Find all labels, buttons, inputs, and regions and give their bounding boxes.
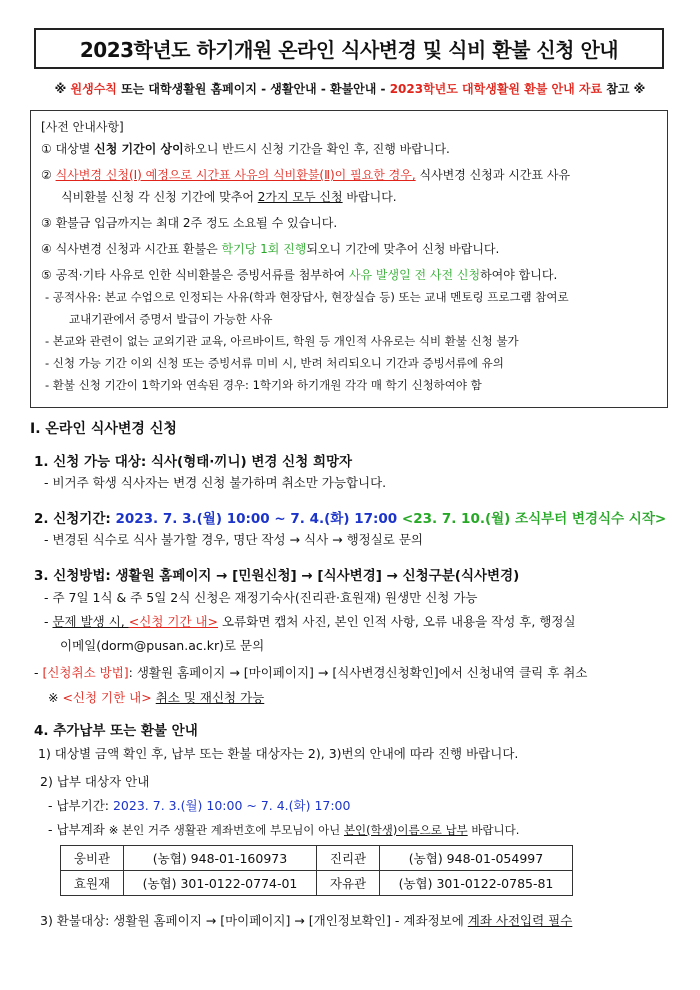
s4-p1: 1) 대상별 금액 확인 후, 납부 또는 환불 대상자는 2), 3)번의 안내에 따라 진행 바랍니다.	[38, 746, 519, 761]
ref-path: 또는 대학생활원 홈페이지 - 생활안내 - 환불안내 -	[116, 82, 390, 96]
ref-suffix: 참고 ※	[602, 82, 646, 96]
notice-bullet-1-cont: 교내기관에서 증명서 발급이 가능한 사유	[69, 312, 273, 326]
reference-note	[0, 80, 700, 97]
dorm-name: 진리관	[317, 846, 380, 871]
ref-prefix: ※	[54, 82, 71, 96]
section4-heading: 4. 추가납부 또는 환불 안내	[34, 723, 198, 739]
notice-bullet-1: - 공적사유: 본교 수업으로 인정되는 사유(학과 현장답사, 현장실습 등) 또는 교내 멘토링 프로그램 참여로	[45, 290, 569, 304]
s2-note: - 변경된 식수로 식사 불가할 경우, 명단 작성 → 식사 → 행정실로 문의	[44, 532, 423, 547]
s2-line: 2. 신청기간: 2023. 7. 3.(월) 10:00 ~ 7. 4.(화) 17:00 <23. 7. 10.(월) 조식부터 변경식수 시작>	[34, 511, 667, 527]
account-number: (농협) 301-0122-0774-01	[124, 871, 317, 896]
notice-item-4: ④ 식사변경 신청과 시간표 환불은 학기당 1회 진행되오니 기간에 맞추어 신청 바랍니다.	[41, 242, 500, 256]
s3-cancel-note: ※ <신청 기한 내> 취소 및 재신청 가능	[48, 690, 265, 705]
s4-account-note: - 납부계좌 ※ 본인 거주 생활관 계좌번호에 부모님이 아닌 본인(학생)이름으로 납부 바랍니다.	[48, 822, 520, 837]
notice-item-5: ⑤ 공적·기타 사유로 인한 식비환불은 증빙서류를 첨부하여 사유 발생일 전 사전 신청하여야 합니다.	[41, 268, 558, 282]
s1-title: 1. 신청 가능 대상: 식사(형태·끼니) 변경 신청 희망자	[34, 454, 353, 470]
notice-bullet-4: - 환불 신청 기간이 1학기와 연속된 경우: 1학기와 하기개원 각각 매 학기 신청하여야 함	[45, 378, 482, 392]
s4-p2: 2) 납부 대상자 안내	[40, 774, 150, 789]
s4-p3: 3) 환불대상: 생활원 홈페이지 → [마이페이지] → [개인정보확인] - 계좌정보에 계좌 사전입력 필수	[40, 913, 573, 928]
table-row	[61, 846, 573, 871]
dorm-name: 웅비관	[61, 846, 124, 871]
account-number: (농협) 948-01-160973	[124, 846, 317, 871]
s3-note1: - 주 7일 1식 & 주 5일 2식 신청은 재정기숙사(진리관·효원재) 원생만 신청 가능	[44, 590, 478, 605]
notice-bullet-3: - 신청 가능 기간 이외 신청 또는 증빙서류 미비 시, 반려 처리되오니 기간과 증빙서류에 유의	[45, 356, 504, 370]
notice-item-3: ③ 환불금 입금까지는 최대 2주 정도 소요될 수 있습니다.	[41, 216, 338, 230]
s3-note2: - 문제 발생 시, <신청 기간 내> 오류화면 캡처 사진, 본인 인적 사항, 오류 내용을 작성 후, 행정실	[44, 614, 576, 629]
s1-note: - 비거주 학생 식사자는 변경 신청 불가하며 취소만 가능합니다.	[44, 475, 387, 490]
s3-cancel: - [신청취소 방법]: 생활원 홈페이지 → [마이페이지] → [식사변경신청확인]에서 신청내역 클릭 후 취소	[34, 665, 588, 680]
notice-item-2: ② 식사변경 신청(Ⅰ) 예정으로 시간표 사유의 식비환불(Ⅱ)이 필요한 경우, 식사변경 신청과 시간표 사유	[41, 168, 571, 182]
table-row	[61, 871, 573, 896]
dorm-name: 효원재	[61, 871, 124, 896]
account-number: (농협) 301-0122-0785-81	[380, 871, 573, 896]
s3-note2-cont: 이메일(dorm@pusan.ac.kr)로 문의	[60, 638, 265, 653]
account-number: (농협) 948-01-054997	[380, 846, 573, 871]
dorm-name: 자유관	[317, 871, 380, 896]
notice-box	[30, 110, 668, 408]
s3-title: 3. 신청방법: 생활원 홈페이지 → [민원신청] → [식사변경] → 신청구분(식사변경)	[34, 568, 520, 584]
ref-rules: 원생수칙	[70, 82, 117, 96]
notice-heading: [사전 안내사항]	[41, 120, 124, 134]
notice-item-2-cont: 식비환불 신청 각 신청 기간에 맞추어 2가지 모두 신청 바랍니다.	[61, 190, 397, 204]
notice-bullet-2: - 본교와 관련이 없는 교외기관 교육, 아르바이트, 학원 등 개인적 사유로는 식비 환불 신청 불가	[45, 334, 519, 348]
page-title: 2023학년도 하기개원 온라인 식사변경 및 식비 환불 신청 안내	[79, 38, 619, 62]
section1-heading: Ⅰ. 온라인 식사변경 신청	[30, 421, 177, 437]
title-box	[34, 28, 664, 69]
account-table	[60, 845, 573, 896]
ref-refund-doc: 2023학년도 대학생활원 환불 안내 자료	[389, 82, 603, 96]
notice-item-1: ① 대상별 신청 기간이 상이하오니 반드시 신청 기간을 확인 후, 진행 바랍니다.	[41, 142, 450, 156]
s4-period: - 납부기간: 2023. 7. 3.(월) 10:00 ~ 7. 4.(화) 17:00	[48, 798, 351, 813]
